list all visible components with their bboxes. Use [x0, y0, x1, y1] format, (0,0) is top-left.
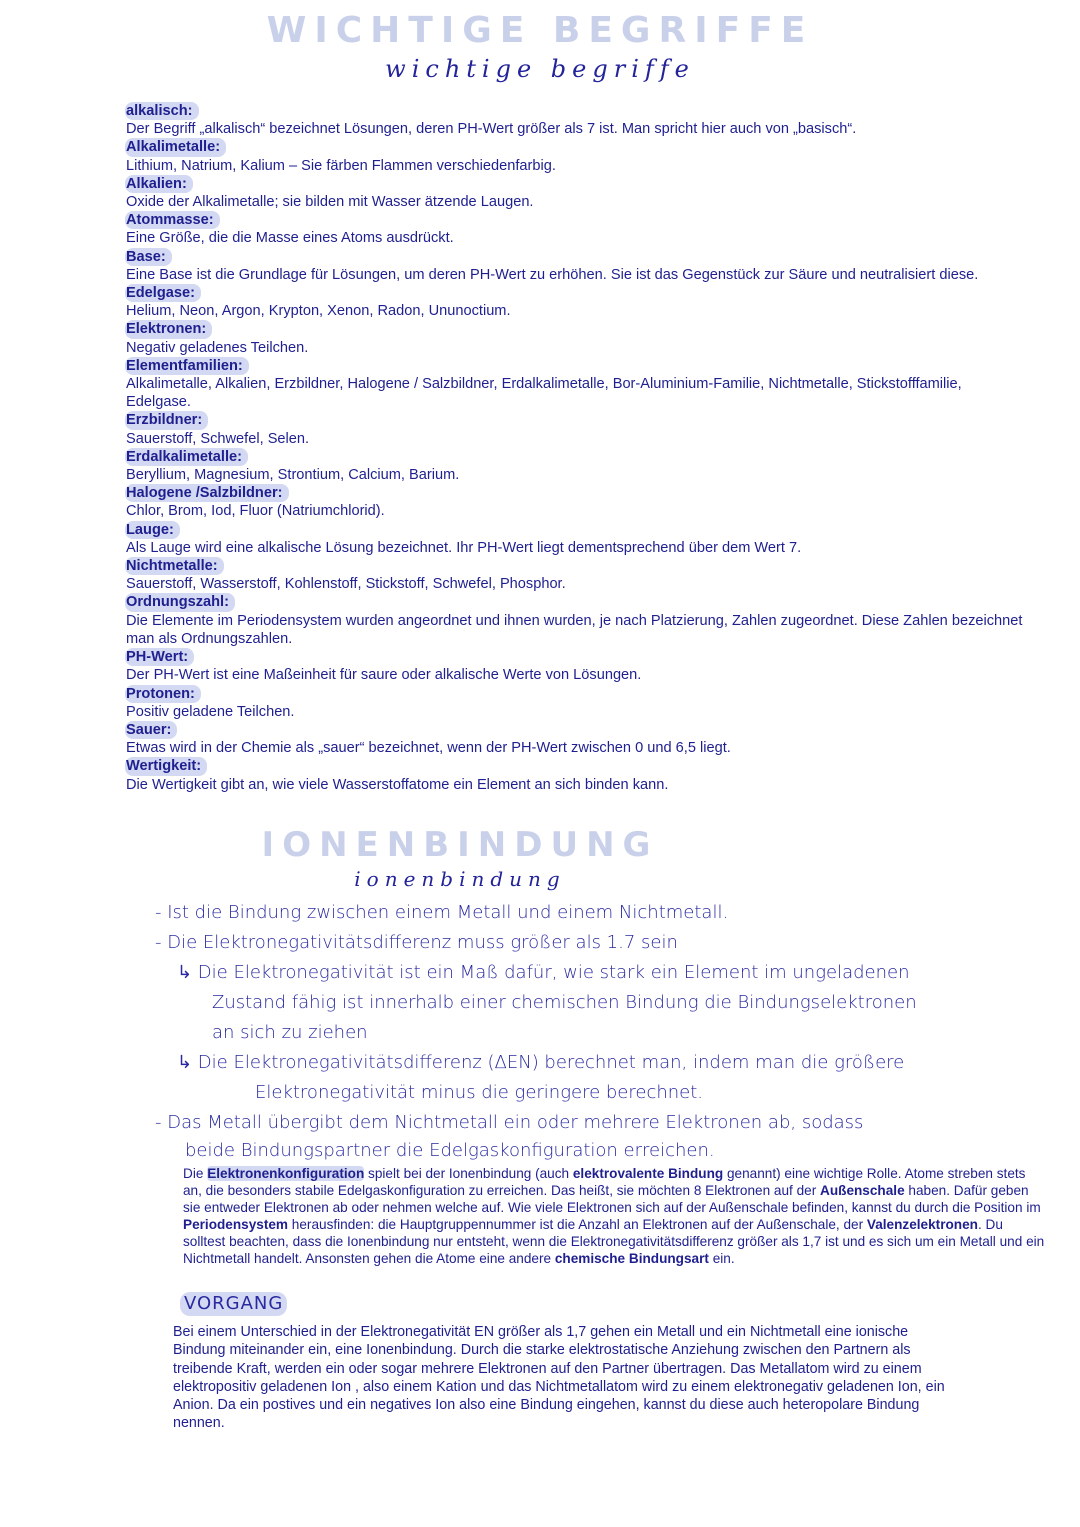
glossary-term: Edelgase: — [125, 284, 201, 302]
section-title-ionenbindung — [0, 826, 1000, 896]
glossary-definition: Eine Base ist die Grundlage für Lösungen, um deren PH-Wert zu erhöhen. Sie ist das Gegenstück zur Säure und neutralisiert diese. — [126, 266, 979, 283]
glossary-definition: Der PH-Wert ist eine Maßeinheit für saure oder alkalische Werte von Lösungen. — [126, 667, 642, 684]
glossary-definition: Helium, Neon, Argon, Krypton, Xenon, Radon, Ununoctium. — [126, 303, 511, 320]
glossary-term: Erdalkalimetalle: — [125, 448, 248, 466]
bold-term: elektrovalente Bindung — [572, 1166, 724, 1181]
glossary-term: alkalisch: — [125, 102, 199, 120]
glossary-definition: Negativ geladenes Teilchen. — [126, 339, 309, 356]
glossary-definition: Die Elemente im Periodensystem wurden angeordnet und ihnen wurden, je nach Platzierung, Zahlen zugeordnet. Diese Zahlen bezeichnet man als Ordnungszahlen. — [126, 612, 1023, 647]
paragraph-elektronenkonfiguration — [183, 1165, 1048, 1267]
vorgang-heading: VORGANG — [180, 1292, 287, 1316]
glossary-term: Halogene /Salzbildner: — [125, 484, 289, 502]
bold-term: Valenzelektronen — [866, 1217, 978, 1232]
glossary-term: Alkalimetalle: — [125, 138, 226, 156]
glossary-definition: Oxide der Alkalimetalle; sie bilden mit Wasser ätzende Laugen. — [126, 194, 534, 211]
glossary-term: Erzbildner: — [125, 411, 208, 429]
glossary-definition: Eine Größe, die die Masse eines Atoms ausdrückt. — [126, 230, 454, 247]
note-line: - Die Elektronegativitätsdifferenz muss größer als 1.7 sein — [155, 932, 678, 953]
glossary-term: Alkalien: — [125, 175, 193, 193]
glossary-definition: Der Begriff „alkalisch“ bezeichnet Lösungen, deren PH-Wert größer als 7 ist. Man spricht hier auch von „basisch“. — [126, 121, 857, 138]
glossary-definition: Chlor, Brom, Iod, Fluor (Natriumchlorid). — [126, 503, 385, 520]
title-block-letters: WICHTIGE BEGRIFFE — [266, 10, 814, 51]
glossary-term: Atommasse: — [125, 211, 220, 229]
glossary-definition: Positiv geladene Teilchen. — [126, 703, 295, 720]
text: genannt) eine wichtige Rolle. Atome streben stets an, die besonders stabile Edelgaskonfiguration zu erreichen. Das heißt, sie möchten 8 Elektronen auf der — [183, 1166, 1026, 1198]
glossary-term: Sauer: — [125, 721, 177, 739]
note-line: beide Bindungspartner die Edelgaskonfiguration erreichen. — [185, 1140, 715, 1161]
glossary-term: Elektronen: — [125, 320, 212, 338]
glossary-definition: Alkalimetalle, Alkalien, Erzbildner, Halogene / Salzbildner, Erdalkalimetalle, Bor-Aluminium-Familie, Nichtmetalle, Stickstofffamilie, Edelgase. — [126, 376, 962, 411]
text: ein. — [708, 1251, 735, 1266]
paragraph-vorgang: Bei einem Unterschied in der Elektronegativität EN größer als 1,7 gehen ein Metall und ein Nichtmetall eine ionische Bindung miteinander ein, eine Ionenbindung. Durch die starke elektrostatische Anziehung zwischen den Partnern als treibende Kraft, werden ein oder sogar mehrere Elektronen auf den Partner übertragen. Das Metallatom wird zu einem elektropositiv geladenen Ion , also einem Kation und das Nichtmetallatom wird zu einem elektronegativ geladenen Ion, ein Anion. Da ein postives und ein negatives Ion also eine Bindung eingehen, kannst du diese auch heteropolare Bindung nennen. — [173, 1324, 945, 1432]
glossary-term: PH-Wert: — [125, 648, 194, 666]
glossary-definition: Sauerstoff, Wasserstoff, Kohlenstoff, Stickstoff, Schwefel, Phosphor. — [126, 576, 566, 593]
glossary-definition: Lithium, Natrium, Kalium – Sie färben Flammen verschiedenfarbig. — [126, 157, 556, 174]
glossary-definition: Als Lauge wird eine alkalische Lösung bezeichnet. Ihr PH-Wert liegt dementsprechend über dem Wert 7. — [126, 539, 802, 556]
glossary-term: Base: — [125, 248, 172, 266]
glossary-term: Elementfamilien: — [125, 357, 249, 375]
text: . Du solltest beachten, dass die Ionenbindung nur entsteht, wenn die Elektronegativitätsdifferenz größer als 1,7 ist und es sich um ein Metall und ein Nichtmetall handelt. Ansonsten gehen die Atome eine andere — [183, 1217, 1045, 1266]
glossary-definition: Sauerstoff, Schwefel, Selen. — [126, 430, 310, 447]
page-title — [0, 10, 1080, 90]
glossary-term: Nichtmetalle: — [125, 557, 224, 575]
text: herausfinden: die Hauptgruppennummer ist die Anzahl an Elektronen auf der Außenschale, der — [288, 1217, 867, 1232]
bold-term: Außenschale — [820, 1183, 905, 1198]
text: Die — [183, 1166, 208, 1181]
note-line: ↳ Die Elektronegativität ist ein Maß dafür, wie stark ein Element im ungeladenen — [177, 962, 910, 983]
text: haben. Dafür geben sie entweder Elektronen ab oder nehmen welche auf. Wie viele Elektronen sich auf der Außenschale befinden, kannst du durch die Position im — [183, 1183, 1041, 1215]
glossary-definition: Die Wertigkeit gibt an, wie viele Wasserstoffatome ein Element an sich binden kann. — [126, 776, 669, 793]
section-title-block-letters: IONENBINDUNG — [261, 825, 659, 865]
note-line: - Das Metall übergibt dem Nichtmetall ein oder mehrere Elektronen ab, sodass — [155, 1112, 864, 1133]
glossary — [126, 102, 1026, 794]
title-script: wichtige begriffe — [385, 55, 695, 83]
glossary-definition: Beryllium, Magnesium, Strontium, Calcium, Barium. — [126, 467, 460, 484]
glossary-term: Wertigkeit: — [125, 757, 207, 775]
glossary-definition: Etwas wird in der Chemie als „sauer“ bezeichnet, wenn der PH-Wert zwischen 0 und 6,5 liegt. — [126, 740, 731, 757]
note-line: - Ist die Bindung zwischen einem Metall und einem Nichtmetall. — [155, 902, 729, 923]
glossary-term: Protonen: — [125, 685, 201, 703]
note-line: ↳ Die Elektronegativitätsdifferenz (ΔEN) berechnet man, indem man die größere — [177, 1052, 905, 1073]
glossary-term: Ordnungszahl: — [125, 593, 235, 611]
section-title-script: ionenbindung — [354, 867, 566, 891]
bold-term: chemische Bindungsart — [554, 1251, 709, 1266]
note-line: an sich zu ziehen — [212, 1022, 368, 1043]
note-line: Elektronegativität minus die geringere berechnet. — [255, 1082, 704, 1103]
note-line: Zustand fähig ist innerhalb einer chemischen Bindung die Bindungselektronen — [212, 992, 917, 1013]
bold-term: Periodensystem — [183, 1217, 289, 1232]
glossary-term: Lauge: — [125, 521, 180, 539]
highlight-term: Elektronenkonfiguration — [207, 1166, 365, 1181]
text: spielt bei der Ionenbindung (auch — [364, 1166, 573, 1181]
